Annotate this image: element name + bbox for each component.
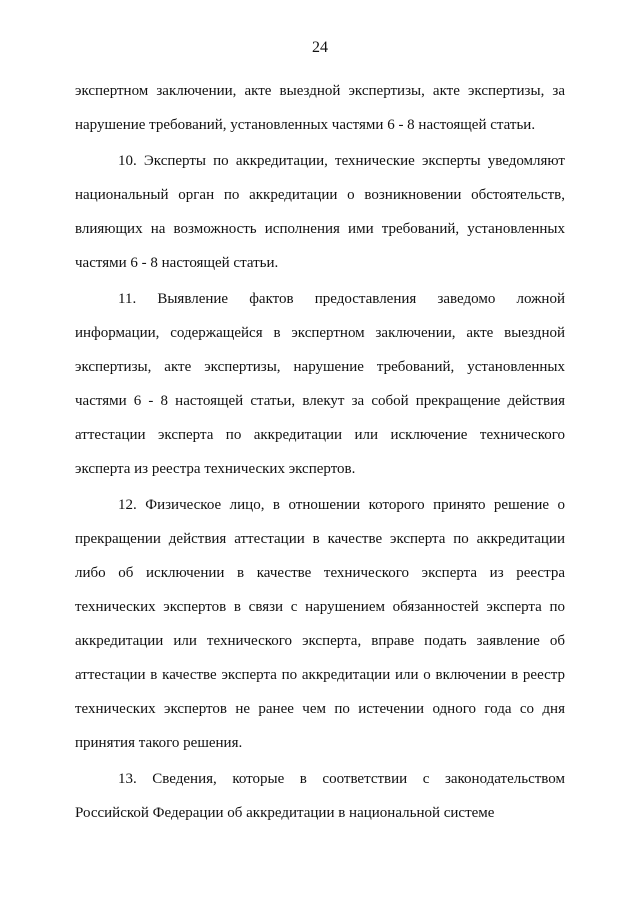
document-body — [75, 74, 565, 830]
paragraph-item-10: 10. Эксперты по аккредитации, технические эксперты уведомляют национальный орган по аккредитации о возникновении обстоятельств, влияющих на возможность исполнения ими требований, установленных частями 6 - 8 настоящей статьи. — [75, 153, 565, 271]
paragraph-item-13: 13. Сведения, которые в соответствии с законодательством Российской Федерации об аккредитации в национальной системе — [75, 771, 565, 821]
paragraph-continuation: экспертном заключении, акте выездной экспертизы, акте экспертизы, за нарушение требований, установленных частями 6 - 8 настоящей статьи. — [75, 83, 565, 133]
paragraph-item-11: 11. Выявление фактов предоставления заведомо ложной информации, содержащейся в экспертном заключении, акте выездной экспертизы, акте экспертизы, нарушение требований, установленных частями 6 - 8 настоящей статьи, влекут за собой прекращение действия аттестации эксперта по аккредитации или исключение технического эксперта из реестра технических экспертов. — [75, 291, 565, 477]
page-number: 24 — [312, 39, 328, 56]
paragraph-item-12: 12. Физическое лицо, в отношении которого принято решение о прекращении действия аттестации в качестве эксперта по аккредитации либо об исключении в качестве технического эксперта из реестра технических экспертов в связи с нарушением обязанностей эксперта по аккредитации или технического эксперта, вправе подать заявление об аттестации в качестве эксперта по аккредитации или о включении в реестр технических экспертов не ранее чем по истечении одного года со дня принятия такого решения. — [75, 497, 565, 751]
